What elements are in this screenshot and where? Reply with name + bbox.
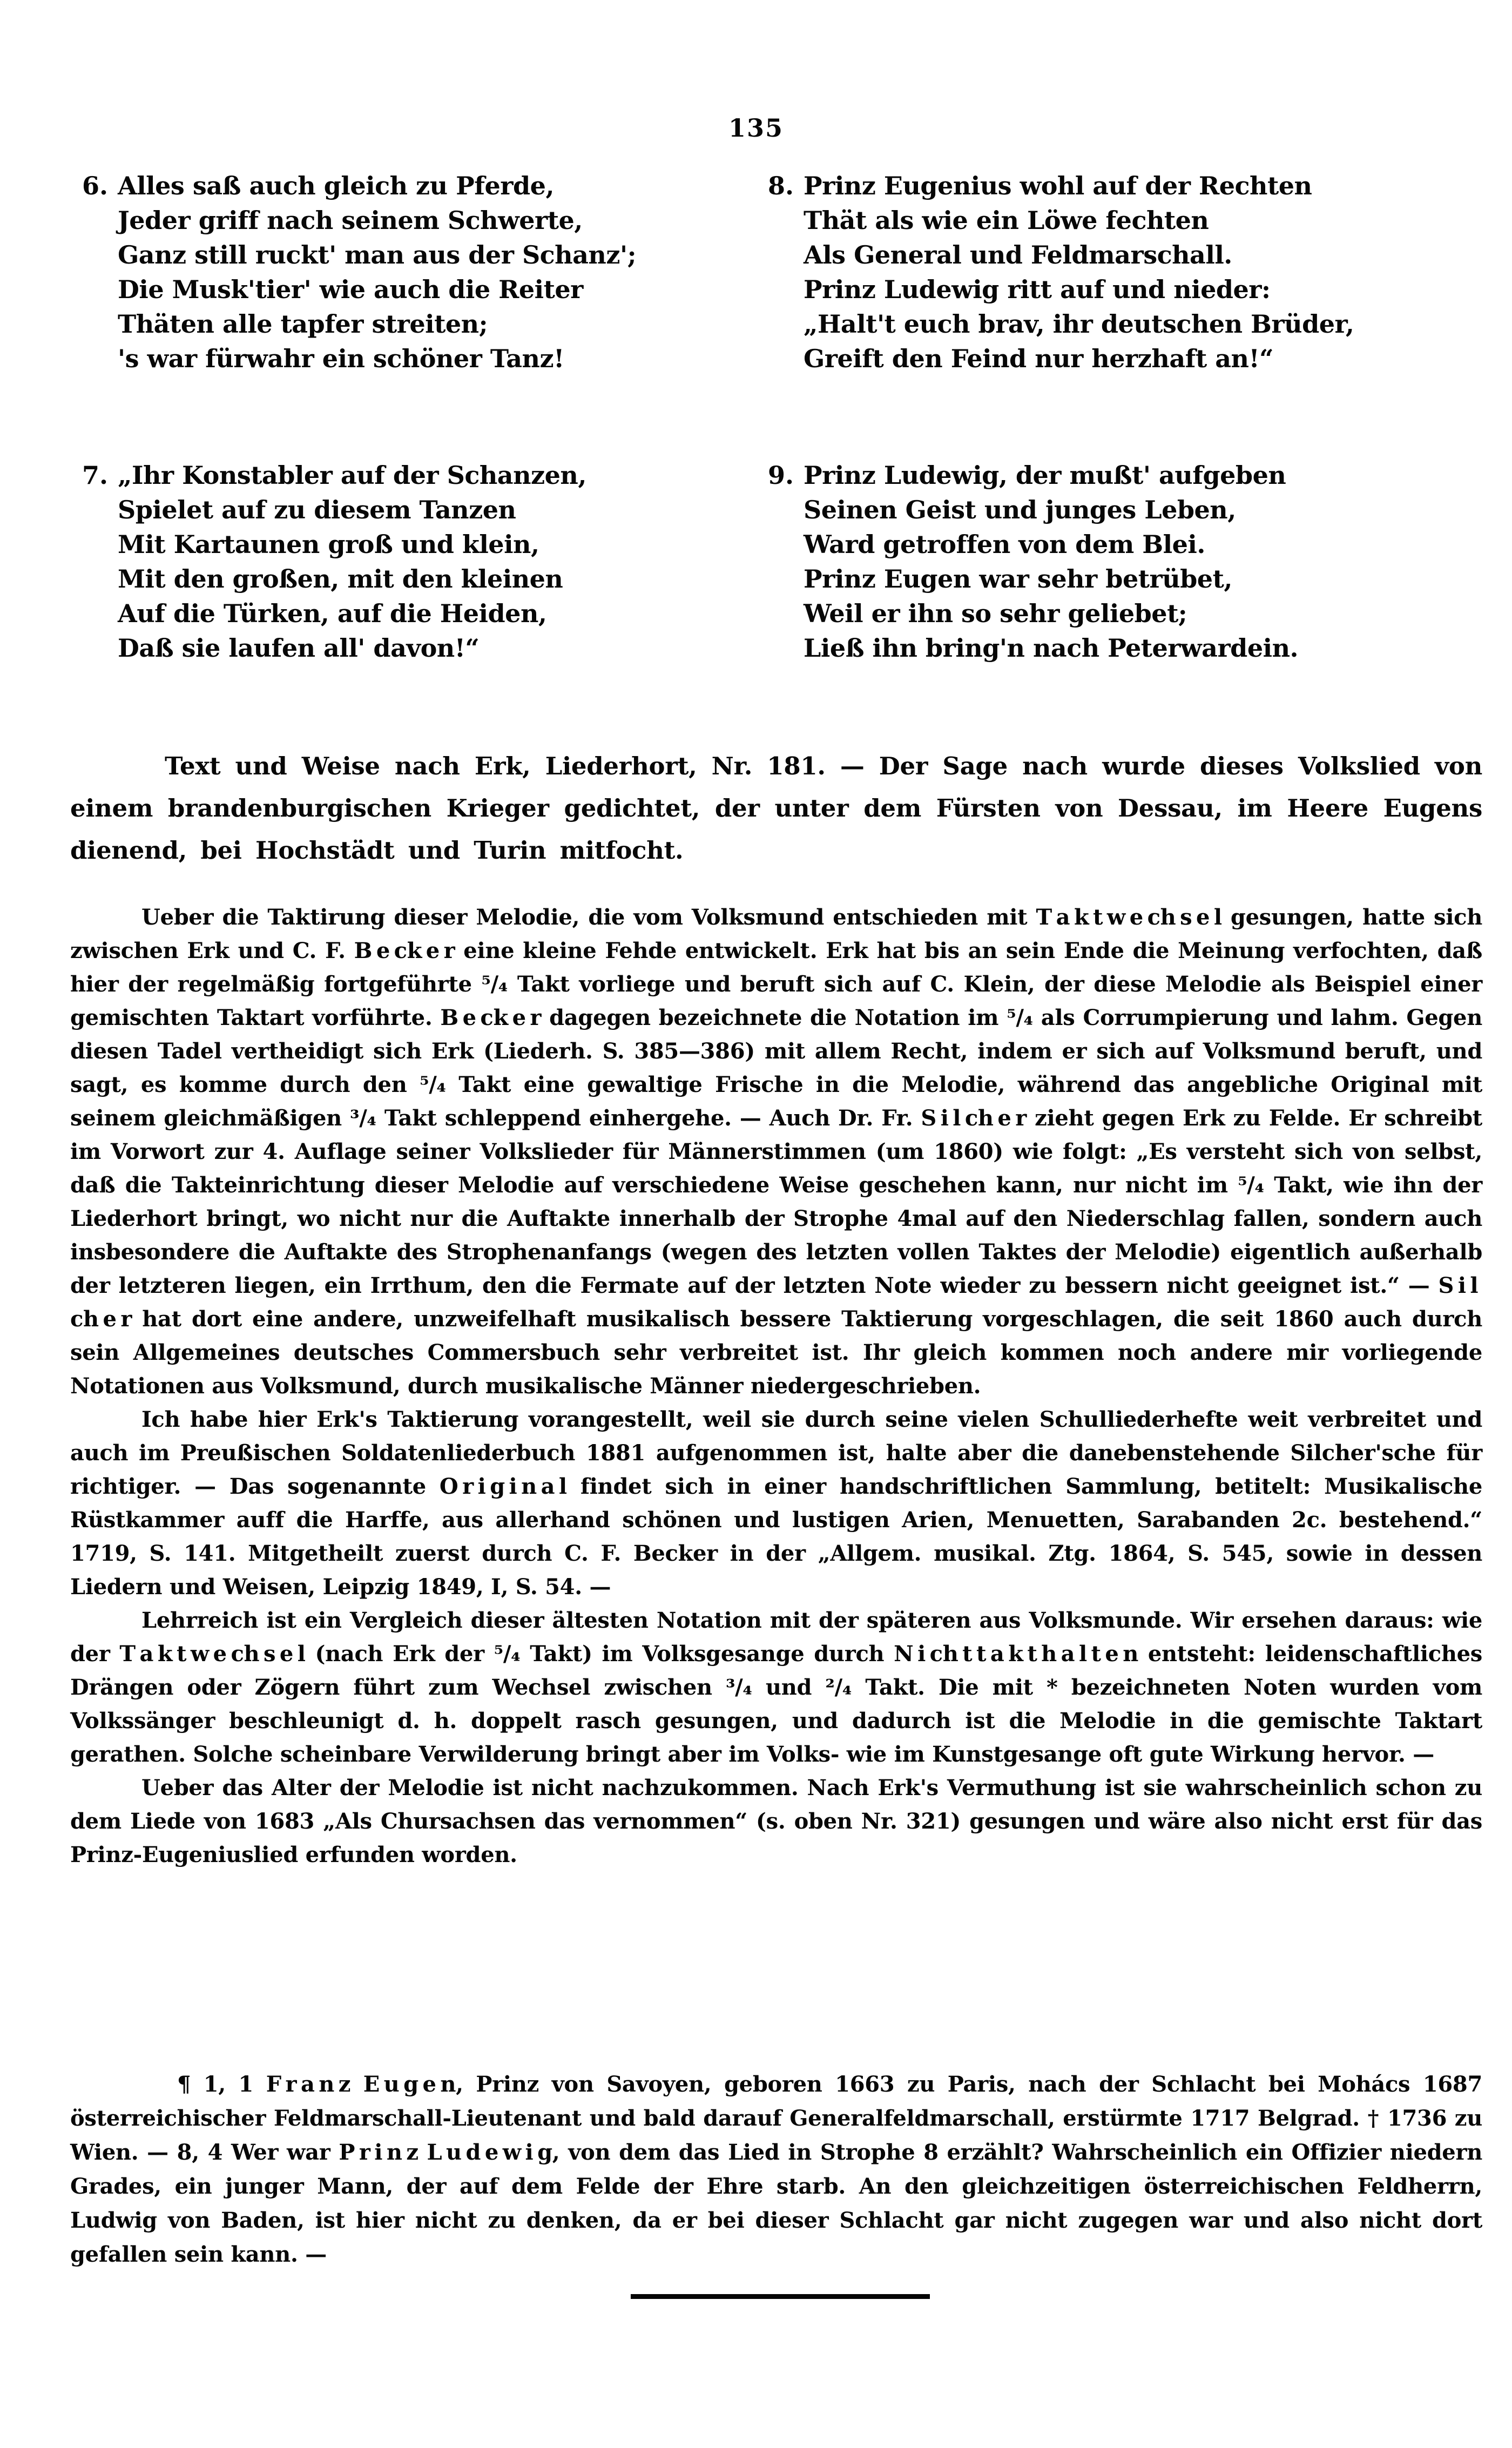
verse-line: Die Musk'tier' wie auch die Reiter <box>118 275 583 304</box>
verse-9-number: 9. <box>768 461 794 490</box>
commentary-paragraph-taktirung: Ueber die Taktirung dieser Melodie, die vom Volksmund entschieden mit T a k t w e ch s e l gesungen, hatte sich zwischen Erk und C. F. B e ck e r eine kleine Fehde entwickelt. Erk hat bis an sein Ende die Meinung verfochten, daß hier der regelmäßig fortgeführte ⁵/₄ Takt vorliege und beruft sich auf C. Klein, der diese Melodie als Beispiel einer gemischten Taktart vorführte. B e ck e r dagegen bezeichnete die Notation im ⁵/₄ als Corrumpierung und lahm. Gegen diesen Tadel vertheidigt sich Erk (Liederh. S. 385—386) mit allem Recht, indem er sich auf Volksmund beruft, und sagt, es komme durch den ⁵/₄ Takt eine gewaltige Frische in die Melodie, während das angebliche Original mit seinem gleichmäßigen ³/₄ Takt schleppend einhergehe. — Auch Dr. Fr. S i l ch e r zieht gegen Erk zu Felde. Er schreibt im Vorwort zur 4. Auflage seiner Volkslieder für Männerstimmen (um 1860) wie folgt: „Es versteht sich von selbst, daß die Takteinrichtung dieser Melodie auf verschiedene Weise geschehen kann, nur nicht im ⁵/₄ Takt, wie ihn der Liederhort bringt, wo nicht nur die Auftakte innerhalb der Strophe 4mal auf den Niederschlag fallen, sondern auch insbesondere die Auftakte des Strophenanfangs (wegen des letzten vollen Taktes der Melodie) eigentlich außerhalb der letzteren liegen, ein Irrthum, den die Fermate auf der letzten Note wieder zu bessern nicht geeignet ist.“ — S i l ch e r hat dort eine andere, unzweifelhaft musikalisch bessere Taktierung vorgeschlagen, die seit 1860 auch durch sein Allgemeines deutsches Commersbuch sehr verbreitet ist. Ihr gleich kommen noch andere mir vorliegende Notationen aus Volksmund, durch musikalische Männer niedergeschrieben. <box>70 905 1482 1399</box>
commentary-paragraph-erk-taktierung: Ich habe hier Erk's Taktierung vorangestellt, weil sie durch seine vielen Schulliederhefte weit verbreitet und auch im Preußischen Soldatenliederbuch 1881 aufgenommen ist, halte aber die danebenstehende Silcher'sche für richtiger. — Das sogenannte O r i g i n a l findet sich in einer handschriftlichen Sammlung, betitelt: Musikalische Rüstkammer auff die Harffe, aus allerhand schönen und lustigen Arien, Menuetten, Sarabanden 2c. bestehend.“ 1719, S. 141. Mitgetheilt zuerst durch C. F. Becker in der „Allgem. musikal. Ztg. 1864, S. 545, sowie in dessen Liedern und Weisen, Leipzig 1849, I, S. 54. — <box>70 1407 1482 1600</box>
verse-line: Seinen Geist und junges Leben, <box>804 495 1236 524</box>
page-number: 135 <box>728 113 784 143</box>
verse-line: „Halt't euch brav, ihr deutschen Brüder, <box>804 309 1354 339</box>
verse-line: Auf die Türken, auf die Heiden, <box>118 599 547 628</box>
commentary-paragraph-vergleich: Lehrreich ist ein Vergleich dieser ältesten Notation mit der späteren aus Volksmunde. Wir ersehen daraus: wie der T a k t w e ch s e l (nach Erk der ⁵/₄ Takt) im Volksgesange durch N i ch t t a k t h a l t e n entsteht: leidenschaftliches Drängen oder Zögern führt zum Wechsel zwischen ³/₄ und ²/₄ Takt. Die mit * bezeichneten Noten wurden vom Volkssänger beschleunigt d. h. doppelt rasch gesungen, und dadurch ist die Melodie in die gemischte Taktart gerathen. Solche scheinbare Verwilderung bringt aber im Volks- wie im Kunstgesange oft gute Wirkung hervor. — <box>70 1608 1482 1767</box>
verse-line: 's war fürwahr ein schöner Tanz! <box>118 344 564 373</box>
verse-6 <box>70 168 756 376</box>
verse-line: Greift den Feind nur herzhaft an!“ <box>804 344 1274 373</box>
commentary-paragraph-alter: Ueber das Alter der Melodie ist nicht nachzukommen. Nach Erk's Vermuthung ist sie wahrscheinlich schon zu dem Liede von 1683 „Als Chursachsen das vernommen“ (s. oben Nr. 321) gesungen und wäre also nicht erst für das Prinz-Eugeniuslied erfunden worden. <box>70 1775 1482 1867</box>
verse-row-top <box>70 168 1485 376</box>
verse-7 <box>70 458 756 665</box>
verse-7-number: 7. <box>82 461 109 490</box>
verse-line: Mit Kartaunen groß und klein, <box>118 530 539 559</box>
verse-line: Thät als wie ein Löwe fechten <box>804 206 1209 235</box>
verse-8-lines <box>804 168 1442 376</box>
verse-line: Ganz still ruckt' man aus der Schanz'; <box>118 240 637 269</box>
verse-line: Thäten alle tapfer streiten; <box>118 309 488 339</box>
verse-line: Prinz Eugen war sehr betrübet, <box>804 564 1232 594</box>
verse-line: „Ihr Konstabler auf der Schanzen, <box>118 461 586 490</box>
verse-line: Ward getroffen von dem Blei. <box>804 530 1205 559</box>
verse-line: Jeder griff nach seinem Schwerte, <box>118 206 583 235</box>
footnote: ¶ 1, 1 F r a n z E u g e n, Prinz von Savoyen, geboren 1663 zu Paris, nach der Schlacht bei Mohács 1687 österreichischer Feldmarschall-Lieutenant und bald darauf Generalfeldmarschall, erstürmte 1717 Belgrad. † 1736 zu Wien. — 8, 4 Wer war P r i n z L u d e w i g, von dem das Lied in Strophe 8 erzählt? Wahrscheinlich ein Offizier niedern Grades, ein junger Mann, der auf dem Felde der Ehre starb. An den gleichzeitigen österreichischen Feldherrn, Ludwig von Baden, ist hier nicht zu denken, da er bei dieser Schlacht gar nicht zugegen war und also nicht dort gefallen sein kann. — <box>70 2072 1482 2267</box>
verse-6-number: 6. <box>82 171 109 200</box>
verse-line: Prinz Eugenius wohl auf der Rechten <box>804 171 1312 200</box>
source-note: Text und Weise nach Erk, Liederhort, Nr. 181. — Der Sage nach wurde dieses Volkslied von einem brandenburgischen Krieger gedichtet, der unter dem Fürsten von Dessau, im Heere Eugens dienend, bei Hochstädt und Turin mitfocht. <box>70 752 1482 865</box>
verse-9-lines <box>804 458 1442 665</box>
verse-line: Daß sie laufen all' davon!“ <box>118 633 480 663</box>
verse-8-number: 8. <box>768 171 794 200</box>
verse-8 <box>756 168 1442 376</box>
verse-line: Alles saß auch gleich zu Pferde, <box>118 171 554 200</box>
verse-line: Mit den großen, mit den kleinen <box>118 564 563 594</box>
verse-7-lines <box>118 458 756 665</box>
verse-line: Weil er ihn so sehr geliebet; <box>804 599 1187 628</box>
verse-9 <box>756 458 1442 665</box>
verse-line: Ließ ihn bring'n nach Peterwardein. <box>804 633 1299 663</box>
verse-row-bottom <box>70 458 1485 665</box>
verse-line: Prinz Ludewig, der mußt' aufgeben <box>804 461 1286 490</box>
verse-line: Als General und Feldmarschall. <box>804 240 1232 269</box>
end-divider-rule <box>631 2294 930 2299</box>
verse-line: Prinz Ludewig ritt auf und nieder: <box>804 275 1271 304</box>
commentary-section <box>70 901 1482 1872</box>
verse-line: Spielet auf zu diesem Tanzen <box>118 495 516 524</box>
verse-6-lines <box>118 168 756 376</box>
